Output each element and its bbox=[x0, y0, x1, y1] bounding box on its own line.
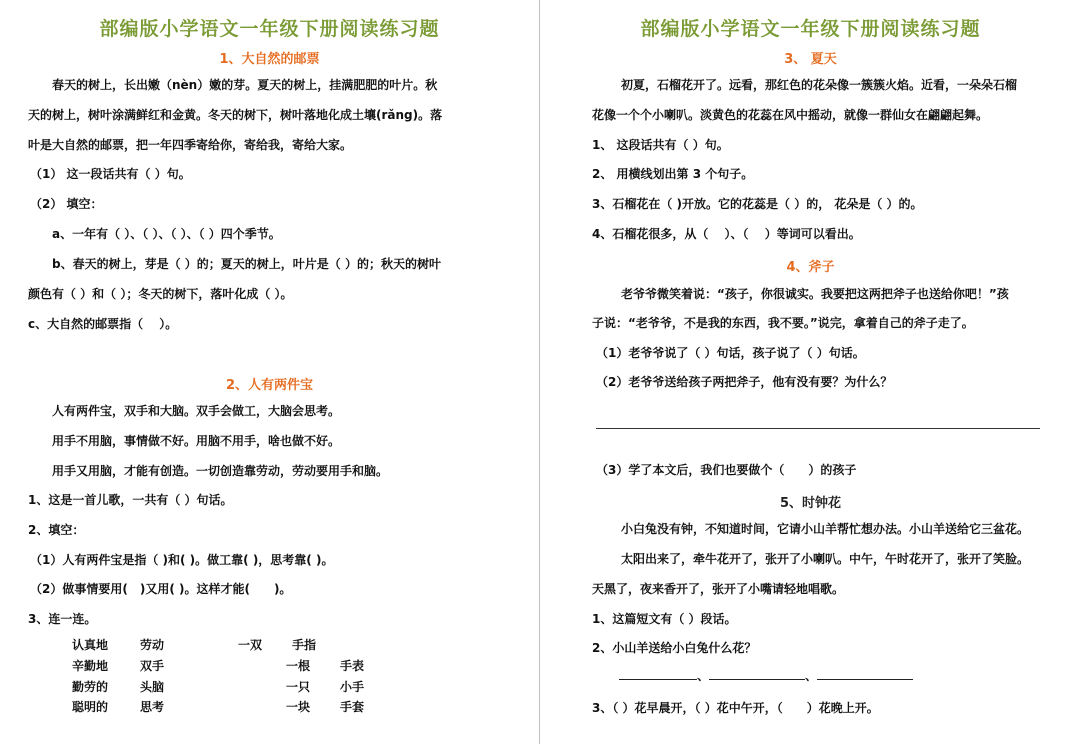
match-right-word: 小手 bbox=[340, 680, 365, 694]
sec1-line-1: 春天的树上，长出嫩（nèn）嫩的芽。夏天的树上，挂满肥肥的叶片。秋 bbox=[52, 78, 438, 92]
sec5-line-1: 小白兔没有钟，不知道时间，它请小山羊帮忙想办法。小山羊送给它三盆花。 bbox=[621, 522, 1030, 536]
sec3-question-2: 2、 用横线划出第 3 个句子。 bbox=[592, 167, 754, 181]
blank-separator: 、 bbox=[805, 669, 818, 683]
match-right-word: 手表 bbox=[340, 659, 365, 673]
sec2-question-2-1: （1）人有两件宝是指（ )和( )。做工靠( )，思考靠( )。 bbox=[30, 553, 334, 567]
sec4-line-2: 子说：“老爷爷，不是我的东西，我不要。”说完，拿着自己的斧子走了。 bbox=[592, 316, 974, 330]
sec4-question-2: （2）老爷爷送给孩子两把斧子，他有没有要？为什么？ bbox=[596, 375, 893, 389]
match-left-word: 劳动 bbox=[140, 638, 165, 652]
sec3-question-4: 4、石榴花很多，从（ ）、（ ）等词可以看出。 bbox=[592, 227, 861, 241]
match-right-word: 一根 bbox=[286, 659, 311, 673]
sec3-line-2: 花像一个个小喇叭。淡黄色的花蕊在风中摇动，就像一群仙女在翩翩起舞。 bbox=[592, 108, 989, 122]
answer-blank bbox=[817, 669, 913, 680]
page-title: 部编版小学语文一年级下册阅读练习题 bbox=[640, 18, 981, 40]
section-heading-5: 5、时钟花 bbox=[779, 496, 842, 511]
section-heading-2: 2、人有两件宝 bbox=[225, 378, 314, 393]
sec2-question-2: 2、填空： bbox=[28, 523, 85, 537]
sec2-line-3: 用手又用脑，才能有创造。一切创造靠劳动，劳动要用手和脑。 bbox=[52, 464, 389, 478]
answer-line bbox=[596, 428, 1040, 429]
answer-blank bbox=[619, 669, 697, 680]
sec4-line-1: 老爷爷微笑着说：“孩子，你很诚实。我要把这两把斧子也送给你吧！”孩 bbox=[621, 287, 1009, 301]
sec1-line-3: 叶是大自然的邮票，把一年四季寄给你，寄给我，寄给大家。 bbox=[28, 138, 353, 152]
match-right-word: 一块 bbox=[286, 700, 311, 714]
match-left-word: 思考 bbox=[140, 700, 165, 714]
section-heading-3: 3、 夏天 bbox=[784, 52, 837, 67]
match-left-word: 勤劳的 bbox=[72, 680, 109, 694]
sec5-line-2: 太阳出来了，牵牛花开了，张开了小喇叭。中午，午时花开了，张开了笑脸。 bbox=[621, 552, 1030, 566]
sec5-question-1: 1、这篇短文有（ ）段话。 bbox=[592, 612, 737, 626]
match-right-word: 手套 bbox=[340, 700, 365, 714]
fill-in-blanks-row bbox=[619, 668, 913, 684]
match-left-word: 辛勤地 bbox=[72, 659, 109, 673]
page-title: 部编版小学语文一年级下册阅读练习题 bbox=[99, 18, 440, 40]
section-heading-4: 4、斧子 bbox=[786, 260, 835, 275]
sec2-question-3: 3、连一连。 bbox=[28, 612, 97, 626]
sec2-question-1: 1、这是一首儿歌，一共有（ ）句话。 bbox=[28, 493, 233, 507]
sec1-question-2b: b、春天的树上，芽是（ ）的；夏天的树上，叶片是（ ）的；秋天的树叶 bbox=[52, 257, 441, 271]
section-heading-1: 1、大自然的邮票 bbox=[219, 52, 320, 67]
left-page bbox=[0, 0, 539, 744]
match-left-word: 头脑 bbox=[140, 680, 165, 694]
sec5-line-3: 天黑了，夜来香开了，张开了小嘴请轻地唱歌。 bbox=[592, 582, 845, 596]
sec2-question-2-2: （2）做事情要用( )又用( )。这样才能( )。 bbox=[30, 582, 292, 596]
sec4-question-1: （1）老爷爷说了（ ）句话，孩子说了（ ）句话。 bbox=[596, 346, 865, 360]
sec1-question-2b-cont: 颜色有（ ）和（ ）；冬天的树下，落叶化成（ ）。 bbox=[28, 287, 293, 301]
match-left-word: 双手 bbox=[140, 659, 165, 673]
match-right-word: 手指 bbox=[292, 638, 317, 652]
sec5-question-3: 3、（ ）花早晨开，（ ）花中午开，（ ）花晚上开。 bbox=[592, 701, 879, 715]
sec3-question-1: 1、 这段话共有（ ）句。 bbox=[592, 138, 729, 152]
sec3-question-3: 3、石榴花在（ )开放。它的花蕊是（ ）的， 花朵是（ ）的。 bbox=[592, 197, 923, 211]
match-left-word: 聪明的 bbox=[72, 700, 109, 714]
sec1-question-1: （1） 这一段话共有（ ）句。 bbox=[30, 167, 191, 181]
sec3-line-1: 初夏，石榴花开了。远看，那红色的花朵像一簇簇火焰。近看，一朵朵石榴 bbox=[621, 78, 1018, 92]
sec1-question-2a: a、一年有（ ）、（ ）、（ ）、（ ）四个季节。 bbox=[52, 227, 281, 241]
answer-blank bbox=[709, 669, 805, 680]
right-page bbox=[541, 0, 1080, 744]
blank-separator: 、 bbox=[697, 669, 710, 683]
sec5-question-2: 2、小山羊送给小白兔什么花？ bbox=[592, 641, 757, 655]
sec1-question-2c: c、大自然的邮票指（ ）。 bbox=[28, 317, 178, 331]
match-right-word: 一双 bbox=[238, 638, 263, 652]
page-divider bbox=[539, 0, 540, 744]
sec2-line-1: 人有两件宝，双手和大脑。双手会做工，大脑会思考。 bbox=[52, 404, 341, 418]
sec1-question-2: （2） 填空： bbox=[30, 197, 103, 211]
match-left-word: 认真地 bbox=[72, 638, 109, 652]
sec4-question-3: （3）学了本文后，我们也要做个（ ）的孩子 bbox=[596, 463, 857, 477]
sec1-line-2: 天的树上，树叶涂满鲜红和金黄。冬天的树下，树叶落地化成土壤(rǎng)。落 bbox=[28, 108, 443, 122]
sec2-line-2: 用手不用脑，事情做不好。用脑不用手，啥也做不好。 bbox=[52, 434, 341, 448]
match-right-word: 一只 bbox=[286, 680, 311, 694]
